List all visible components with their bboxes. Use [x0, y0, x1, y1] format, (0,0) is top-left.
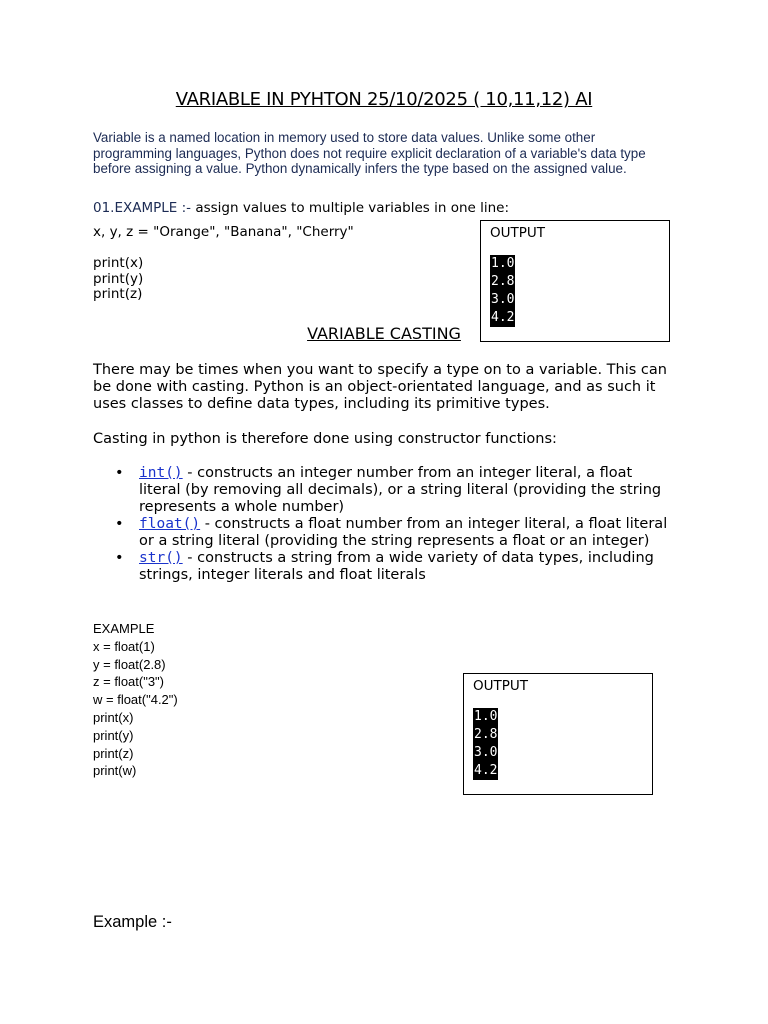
- code-line: EXAMPLE: [93, 621, 155, 636]
- list-item: [93, 516, 678, 550]
- str-link[interactable]: str(): [139, 550, 183, 566]
- constructor-list: [93, 465, 678, 584]
- output-box-2: [463, 673, 653, 795]
- bullet-text: - constructs a string from a wide variety of data types, including strings, integer literals and float literals: [139, 550, 654, 583]
- output-value: 3.0: [474, 745, 498, 760]
- output-value: 1.0: [474, 709, 498, 724]
- output-value: 2.8: [474, 727, 498, 742]
- casting-heading-text: VARIABLE CASTING: [307, 324, 461, 343]
- casting-paragraph-1: There may be times when you want to specify a type on to a variable. This can be done with casting. Python is an object-orientated language, and as such it uses classes to define data types, including its primitive types.: [93, 362, 667, 412]
- list-item: [93, 465, 678, 516]
- code-line: x, y, z = "Orange", "Banana", "Cherry": [93, 224, 354, 240]
- code-line: print(x): [93, 709, 134, 725]
- bullet-text: - constructs a float number from an integer literal, a float literal or a string literal (providing the string represents a float or an integer): [139, 516, 668, 549]
- casting-heading: [0, 324, 768, 343]
- output-value: 4.2: [491, 310, 515, 325]
- intro-paragraph: Variable is a named location in memory used to store data values. Unlike some other programming languages, Python does not require explicit declaration of a variable's data type before assigning a value. Python dynamically infers the type based on the assigned value.: [93, 130, 646, 176]
- footer-example-heading: Example :-: [93, 913, 172, 931]
- example2-code: [93, 620, 178, 780]
- output-value: 3.0: [491, 292, 515, 307]
- code-line: w = float("4.2"): [93, 692, 178, 708]
- code-line: z = float("3"): [93, 674, 165, 690]
- bullet-icon: •: [115, 516, 124, 532]
- code-line: print(y): [93, 270, 144, 287]
- code-line: y = float(2.8): [93, 656, 166, 672]
- float-link[interactable]: float(): [139, 516, 201, 532]
- output-values: [473, 708, 498, 780]
- code-line: print(w): [93, 763, 137, 779]
- code-line: x = float(1): [93, 638, 155, 654]
- example1-lead: 01.EXAMPLE :-: [93, 200, 192, 216]
- output-label: OUTPUT: [473, 678, 529, 694]
- code-line: print(z): [93, 286, 143, 302]
- bullet-icon: •: [115, 550, 124, 566]
- bullet-icon: •: [115, 465, 124, 481]
- example1-code: [93, 225, 354, 303]
- casting-paragraph-2: Casting in python is therefore done using constructor functions:: [93, 431, 557, 447]
- code-line-blank: [93, 241, 354, 257]
- code-line: print(z): [93, 745, 134, 761]
- bullet-text: - constructs an integer number from an integer literal, a float literal (by removing all decimals), or a string literal (providing the string represents a whole number): [139, 465, 662, 515]
- document-title: VARIABLE IN PYHTON 25/10/2025 ( 10,11,12) AI: [175, 89, 593, 110]
- list-item: [93, 550, 678, 584]
- example1-text: assign values to multiple variables in one line:: [191, 200, 510, 216]
- output-value: 2.8: [491, 274, 515, 289]
- code-line: print(x): [93, 255, 144, 271]
- output-value: 4.2: [474, 763, 498, 778]
- example1-heading: [93, 200, 509, 216]
- output-values: [490, 255, 515, 327]
- code-line: print(y): [93, 727, 134, 743]
- output-value: 1.0: [491, 256, 515, 271]
- int-link[interactable]: int(): [139, 465, 183, 481]
- output-label: OUTPUT: [490, 225, 546, 241]
